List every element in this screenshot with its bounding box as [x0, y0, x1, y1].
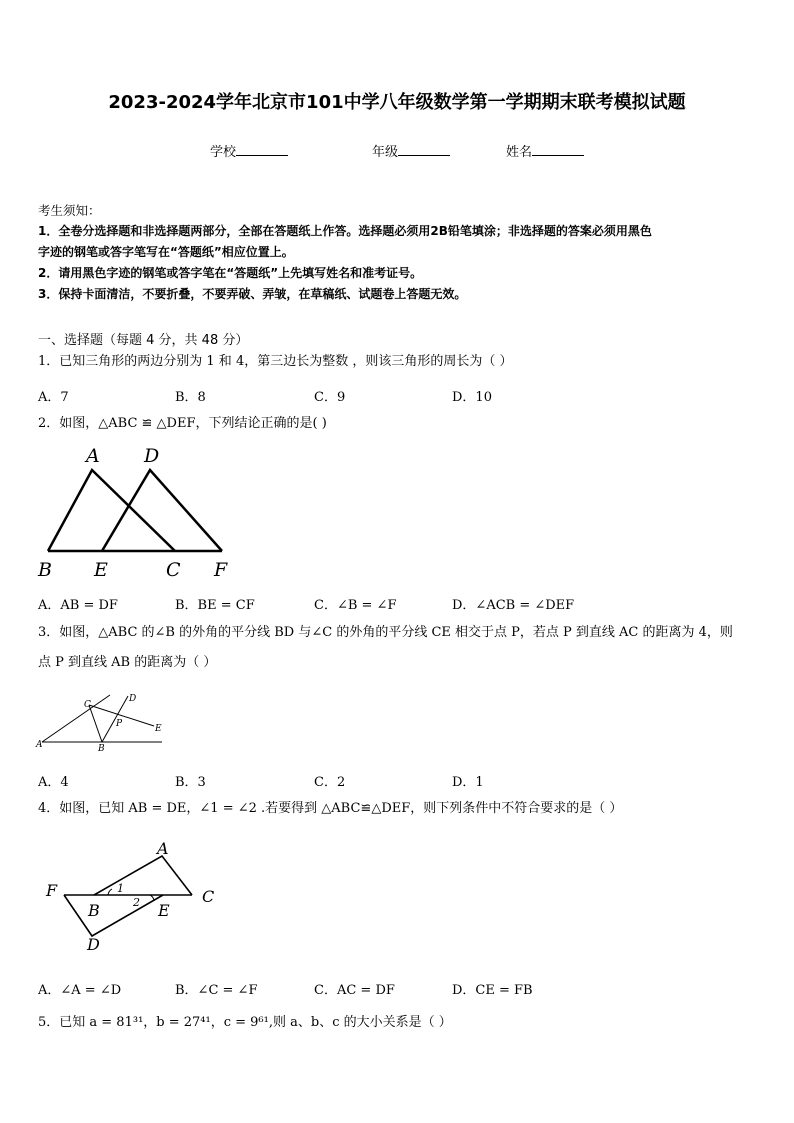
q4-option-c[interactable]: C．AC = DF [314, 983, 395, 998]
triangle-def [64, 895, 163, 936]
label-b: B [38, 559, 52, 581]
label-c: C [166, 559, 181, 581]
label-a: A [86, 445, 100, 467]
label-b: B [88, 901, 100, 920]
triangle-abc [48, 470, 175, 551]
notice-section [38, 200, 758, 305]
question-2-stem: 2．如图，△ABC ≌ △DEF，下列结论正确的是( ) [38, 416, 327, 431]
question-5-stem: 5．已知 a = 81³¹，b = 27⁴¹，c = 9⁶¹,则 a、b、c 的大小关系是（ ） [38, 1015, 452, 1030]
notice-item: 字迹的钢笔或答字笔写在“答题纸”相应位置上。 [38, 245, 294, 259]
page-title: 2023-2024学年北京市101中学八年级数学第一学期期末联考模拟试题 [108, 92, 686, 113]
notice-item: 1．全卷分选择题和非选择题两部分，全部在答题纸上作答。选择题必须用2B铅笔填涂；非选择题的答案必须用黑色 [38, 224, 652, 238]
notice-item: 3．保持卡面清洁，不要折叠，不要弄破、弄皱，在草稿纸、试题卷上答题无效。 [38, 287, 467, 301]
q2-option-c[interactable]: C．∠B = ∠F [314, 598, 397, 613]
school-field [210, 141, 288, 160]
q3-option-c[interactable]: C．2 [314, 775, 346, 790]
name-label: 姓名 [506, 145, 533, 160]
notice-item: 2．请用黑色字迹的钢笔或答字笔在“答题纸”上先填写姓名和准考证号。 [38, 266, 423, 280]
label-e: E [94, 559, 108, 581]
label-2: 2 [133, 896, 140, 909]
school-blank[interactable] [236, 144, 288, 156]
notice-heading: 考生须知： [38, 203, 101, 218]
q4-option-d[interactable]: D．CE = FB [452, 983, 533, 998]
q1-option-a[interactable]: A．7 [38, 390, 69, 405]
q4-option-a[interactable]: A．∠A = ∠D [38, 983, 122, 998]
triangle-figure-q2 [30, 440, 240, 585]
section-heading: 一、选择题（每题 4 分，共 48 分） [38, 333, 249, 348]
grade-label: 年级 [372, 145, 399, 160]
name-blank[interactable] [532, 144, 584, 156]
name-field [506, 141, 584, 160]
q3-option-a[interactable]: A．4 [38, 775, 69, 790]
q2-option-b[interactable]: B．BE = CF [175, 598, 255, 613]
q1-option-d[interactable]: D．10 [452, 390, 492, 405]
label-e: E [155, 724, 162, 734]
label-c: C [84, 700, 91, 710]
q4-option-b[interactable]: B．∠C = ∠F [175, 983, 258, 998]
label-d: D [144, 445, 160, 467]
label-b: B [98, 744, 105, 753]
question-1-stem: 1．已知三角形的两边分别为 1 和 4，第三边长为整数 ，则该三角形的周长为（ ） [38, 354, 513, 369]
angle-bisector-figure-q3 [34, 688, 169, 753]
label-f: F [46, 881, 58, 900]
label-c: C [202, 887, 215, 906]
triangle-abc [94, 856, 192, 895]
label-d: D [87, 935, 100, 954]
label-a: A [36, 740, 43, 750]
line-bd [102, 696, 128, 742]
q2-option-d[interactable]: D．∠ACB = ∠DEF [452, 598, 575, 613]
question-4-stem: 4．如图，已知 AB = DE，∠1 = ∠2 .若要得到 △ABC≌△DEF，则下列条件中不符合要求的是（ ） [38, 801, 623, 816]
label-e: E [158, 901, 170, 920]
grade-field [372, 141, 450, 160]
q1-option-b[interactable]: B．8 [175, 390, 206, 405]
question-3-stem-line1: 3．如图，△ABC 的∠B 的外角的平分线 BD 与∠C 的外角的平分线 CE 相交于点 P，若点 P 到直线 AC 的距离为 4，则 [38, 625, 733, 640]
label-a: A [157, 839, 169, 858]
label-1: 1 [117, 882, 124, 895]
q2-option-a[interactable]: A．AB = DF [38, 598, 118, 613]
label-p: P [116, 719, 123, 729]
question-3-stem-line2: 点 P 到直线 AB 的距离为（ ） [38, 655, 217, 670]
triangle-figure-q4 [44, 836, 224, 956]
label-f: F [214, 559, 228, 581]
q1-option-c[interactable]: C．9 [314, 390, 346, 405]
grade-blank[interactable] [398, 144, 450, 156]
label-d: D [129, 694, 137, 704]
q3-option-b[interactable]: B．3 [175, 775, 206, 790]
q3-option-d[interactable]: D．1 [452, 775, 484, 790]
angle-1-arc [108, 889, 112, 895]
school-label: 学校 [210, 145, 237, 160]
line-bc [89, 705, 102, 742]
